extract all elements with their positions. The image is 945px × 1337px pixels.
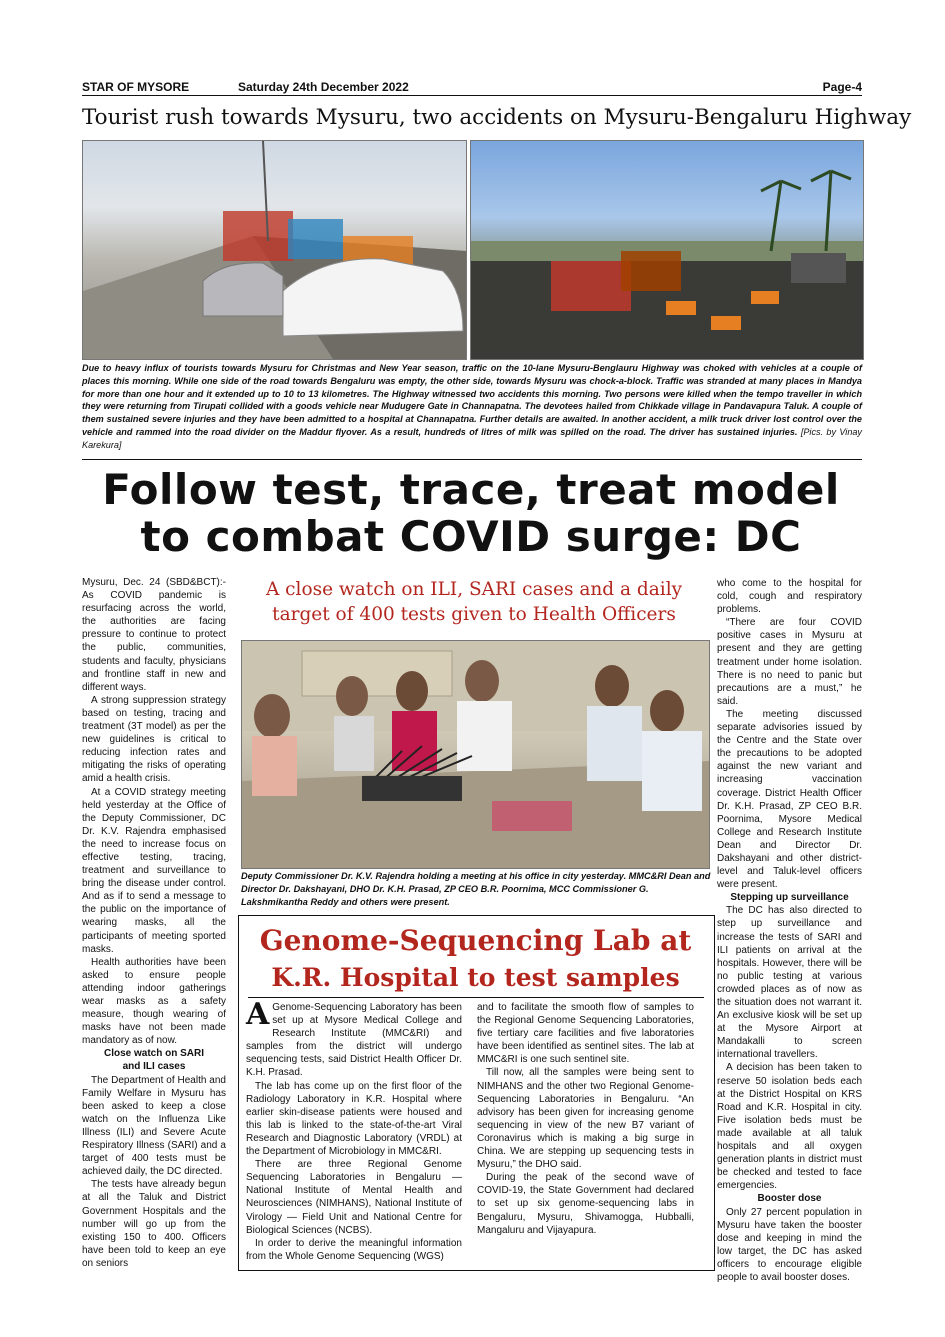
main-headline-line2: to combat COVID surge: DC	[140, 512, 802, 561]
paper-name: STAR OF MYSORE	[82, 80, 190, 94]
paragraph: During the peak of the second wave of COVID-19, the State Government had declared to set up six genome-sequencing labs in Bengaluru, Mysuru, Shivamogga, Hubballi, Mangaluru and Vijayapura.	[477, 1172, 694, 1236]
paragraph: The Department of Health and Family Welfare in Mysuru has been asked to keep a close watch on the Influenza Like Illness (ILI) and Severe Acute Respiratory Illness (SARI) and a target of 400 tests must be achieved daily, the DC directed.	[82, 1074, 226, 1178]
box-divider	[248, 997, 704, 998]
paragraph: In order to derive the meaningful information from the Whole Genome Sequencing (WGS)	[246, 1237, 462, 1262]
deck-line1: A close watch on ILI, SARI cases and a daily	[265, 579, 683, 600]
issue-date: Saturday 24th December 2022	[238, 80, 409, 94]
box-headline-line2: K.R. Hospital to test samples	[271, 963, 680, 992]
caption-text: Due to heavy influx of tourists towards Mysuru for Christmas and New Year season, traffic on the 10-lane Mysuru-Benglauru Highway was choked with vehicles at a couple of places this morning. While one side of the road towards Bengaluru was empty, the other side, towards Mysuru was chock-a-block. Traffic was stranded at many places in Mandya for more than one hour and it extended up to 10 to 13 kilometres. The Highway witnessed two accidents this morning. Two persons were killed when the tempo traveller in which they were returning from Tirupati collided with a goods vehicle near Mudugere Gate in Channapatna. The devotees hailed from Chikkade village in Pandavapura Taluk. A couple of them sustained severe injuries and they have been admitted to a hospital at Channapatna. Further details are awaited. In another accident, a milk truck driver lost control over the vehicle and rammed into the road divider on the Maddur flyover. As a result, hundreds of litres of milk was spilled on the road. The driver has sustained injuries.	[82, 363, 862, 437]
paragraph: Till now, all the samples were being sent to NIMHANS and the other two Regional Genome-Sequencing Laboratories in Bengaluru. “An advisory has been given for increasing genome sequencing in view of the new B7 variant of Coronavirus which is making a big surge in China. We are stepping up sequencing tests in Mysuru,” the DHO said.	[477, 1067, 694, 1171]
subheading: Stepping up surveillance	[730, 892, 849, 904]
paragraph: Only 27 percent population in Mysuru have taken the booster dose and keeping in mind the low target, the DC has asked officers to encourage eligible people to avail booster doses.	[717, 1206, 862, 1283]
paragraph: and to facilitate the smooth flow of samples to the Regional Genome Sequencing Laboratories, five tertiary care facilities and five laboratories have been identified as sentinel sites. The lab at MMC&RI is one such sentinel site.	[477, 1002, 694, 1066]
box-story-column-2	[477, 1001, 694, 1237]
subheading: and ILI cases	[122, 1061, 186, 1073]
page-number: Page-4	[822, 80, 862, 94]
accident-photo	[470, 140, 864, 360]
traffic-jam-photo	[82, 140, 467, 360]
paragraph: The tests have already begun at all the Taluk and District Government Hospitals and the number will go up from the existing 150 to 400. Officers have been told to keep an eye on seniors	[82, 1179, 226, 1269]
deck-line2: target of 400 tests given to Health Officers	[272, 604, 676, 625]
traffic-jam-illustration	[83, 141, 466, 359]
paragraph: There are three Regional Genome Sequencing Laboratories in Bengaluru — National Institute of Mental Health and Neurosciences (NIMHANS), National Institute of Virology — Field Unit and National Centre for Biological Sciences (NCBS).	[246, 1159, 462, 1236]
subheading: Booster dose	[757, 1193, 822, 1205]
paragraph: At a COVID strategy meeting held yesterday at the Office of the Deputy Commissioner, DC Dr. K.V. Rajendra emphasised the need to increase focus on effective testing, tracing, treatment and surveillance to bring the disease under control. And as if to send a message to the public on the importance of wearing masks, all the participants of meeting sported masks.	[82, 786, 226, 955]
main-headline-line1: Follow test, trace, treat model	[102, 465, 840, 514]
meeting-photo-caption: Deputy Commissioner Dr. K.V. Rajendra holding a meeting at his office in city yesterday. MMC&RI Dean and Director Dr. Dakshayani, DHO Dr. K.H. Prasad, ZP CEO B.R. Poornima, MCC Commissioner G. Lakshmikantha Reddy and others were present.	[241, 871, 711, 907]
paragraph: A strong suppression strategy based on testing, tracing and treatment (3T model) as per the new guidelines is critical to reducing infection rates and mitigating the risks of operating amid a health crisis.	[82, 694, 226, 785]
main-headline	[60, 466, 882, 560]
paragraph: The meeting discussed separate advisories issued by the Centre and the State over the precautions to be adopted against the new variant and increasing vaccination coverage. District Health Officer Dr. K.H. Prasad, ZP CEO B.R. Poornima, Mysore Medical College and Research Institute Dean and Director Dr. Dakshayani and other district-level and Taluk-level officers were present.	[717, 708, 862, 891]
main-story-deck	[236, 577, 712, 627]
paragraph	[246, 997, 462, 1080]
paragraph: A decision has been taken to reserve 50 isolation beds each at the District Hospital on KRS Road and K.R. Hospital in city. Five isolation beds must be made available at all taluk hospitals and all oxygen generation plants in district must be checked and tested to face emergencies.	[717, 1062, 862, 1192]
paragraph: Mysuru, Dec. 24 (SBD&BCT):- As COVID pandemic is resurfacing across the world, the authorities are facing pressure to continue to protect the public, communities, students and faculty, physicians and frontline staff in new and different ways.	[82, 577, 226, 693]
paragraph: who come to the hospital for cold, cough and respiratory problems.	[717, 578, 862, 616]
paragraph: The DC has also directed to step up surveillance and increase the tests of SARI and ILI patients on arrival at the hospitals. However, there will be no public testing at various crowded places as of now as the situation does not warrant it. An exclusive kiosk will be set up at the Mysore Airport at Mandakalli to screen international travellers.	[717, 905, 862, 1061]
paragraph: Health authorities have been asked to ensure people attending indoor gatherings wear masks as a safety measure, though wearing of masks have not been made mandatory as of now.	[82, 956, 226, 1047]
top-story-headline: Tourist rush towards Mysuru, two accidents on Mysuru-Bengaluru Highway	[82, 105, 912, 130]
paragraph: The lab has come up on the first floor of the Radiology Laboratory in K.R. Hospital where earlier skin-disease patients were housed and this lab is linked to the state-of-the-art Viral Research and Diagnostic Laboratory (VRDL) at the Department of Microbiology in MMC&RI.	[246, 1080, 462, 1158]
section-divider	[82, 459, 862, 460]
paragraph-text: Genome-Sequencing Laboratory has been set up at Mysore Medical College and Research Institute (MMC&RI) and samples from the district will undergo sequencing tests, said District Health Officer Dr. K.H. Prasad.	[246, 1002, 462, 1079]
paragraph: “There are four COVID positive cases in Mysuru at present and they are getting treatment under home isolation. There is no need to panic but precautions are a must,” he said.	[717, 617, 862, 707]
top-story-caption	[82, 362, 862, 452]
main-story-right-column	[717, 577, 862, 1284]
drop-cap: A	[246, 997, 270, 1032]
overturned-truck-illustration	[471, 141, 863, 359]
box-headline-line1: Genome-Sequencing Lab at	[259, 924, 692, 957]
masthead	[82, 79, 862, 96]
subheading: Close watch on SARI	[103, 1048, 204, 1060]
main-story-left-column	[82, 576, 226, 1270]
meeting-photo	[241, 640, 710, 869]
box-story-column-1	[246, 997, 462, 1263]
photo-credit: [Pics. by Vinay Karekura]	[82, 426, 862, 450]
meeting-illustration	[242, 641, 709, 868]
